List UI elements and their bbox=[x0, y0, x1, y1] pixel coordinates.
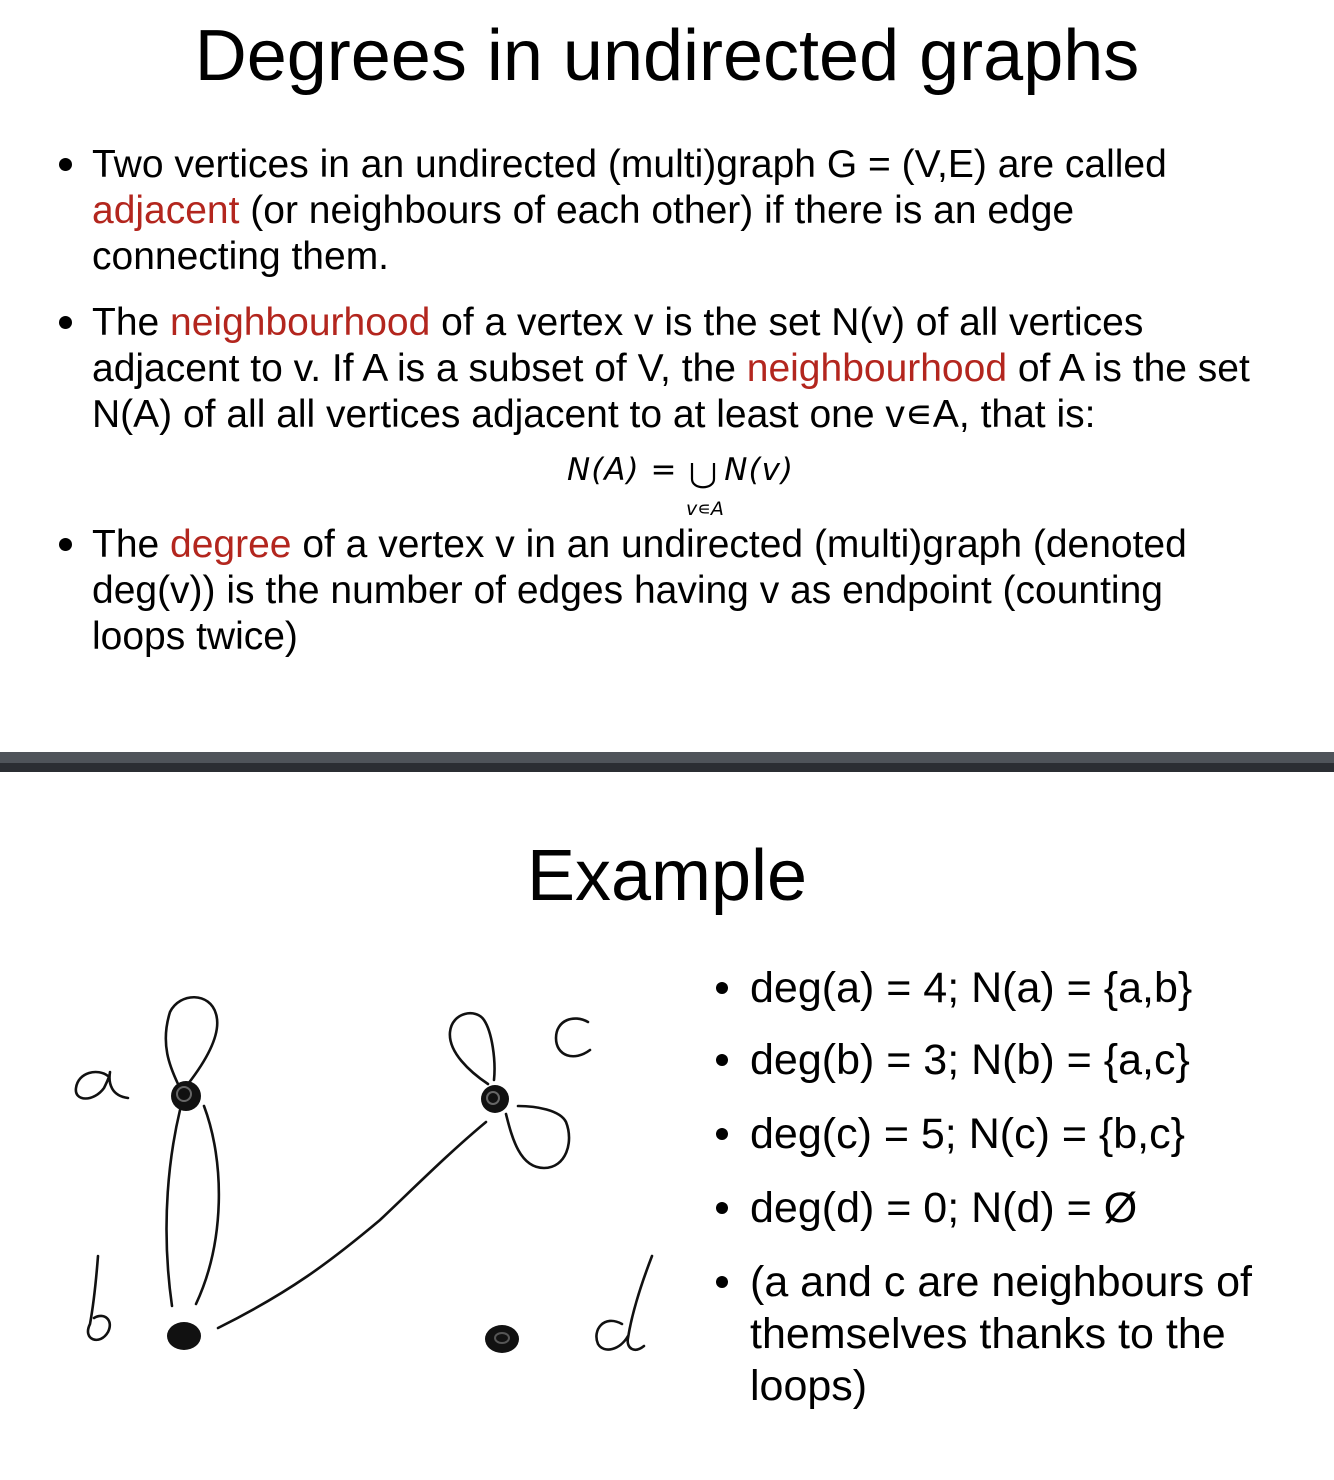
formula-lhs: N(A) = bbox=[567, 452, 689, 488]
neighbourhood-formula bbox=[567, 452, 794, 488]
edge-a-b-2 bbox=[196, 1106, 219, 1304]
list-item: (a and c are neighbours of bbox=[750, 1258, 1252, 1306]
bullet-dot bbox=[716, 982, 728, 994]
bullet-text: adjacent to v. If A is a subset of V, the bbox=[92, 347, 747, 390]
bullet-text: of a vertex v is the set N(v) of all vertices bbox=[430, 301, 1144, 344]
bullet-line: connecting them. bbox=[92, 235, 390, 278]
label-b bbox=[88, 1256, 110, 1340]
slide-example bbox=[0, 772, 1334, 1480]
vertex-c bbox=[481, 1085, 509, 1113]
list-item-continuation: themselves thanks to the bbox=[750, 1310, 1226, 1358]
bullet-dot bbox=[59, 316, 72, 329]
bullet-dot bbox=[716, 1128, 728, 1140]
bullet-text: The bbox=[92, 523, 171, 566]
bullet-dot bbox=[716, 1202, 728, 1214]
label-a bbox=[76, 1072, 128, 1099]
loop-c-1 bbox=[450, 1013, 495, 1084]
big-union-icon bbox=[689, 462, 717, 492]
bullet-dot bbox=[59, 158, 72, 171]
term-degree: degree bbox=[170, 523, 292, 566]
bullet-line: deg(v)) is the number of edges having v as endpoint (counting bbox=[92, 569, 1163, 612]
bullet-line bbox=[92, 522, 1187, 568]
bullet-text: The bbox=[92, 301, 171, 344]
term-neighbourhood: neighbourhood bbox=[170, 301, 431, 344]
slide-title: Degrees in undirected graphs bbox=[194, 16, 1140, 96]
label-d bbox=[596, 1256, 652, 1350]
bullet-text: of A is the set bbox=[1007, 347, 1250, 390]
formula-rhs: N(v) bbox=[724, 452, 795, 488]
slide-title: Example bbox=[526, 836, 808, 916]
bullet-dot bbox=[716, 1276, 728, 1288]
term-adjacent: adjacent bbox=[92, 189, 240, 232]
term-neighbourhood: neighbourhood bbox=[746, 347, 1008, 390]
list-item: deg(c) = 5; N(c) = {b,c} bbox=[750, 1110, 1185, 1158]
list-item: deg(a) = 4; N(a) = {a,b} bbox=[750, 964, 1193, 1012]
loop-c-2 bbox=[506, 1106, 569, 1168]
slide-divider bbox=[0, 752, 1334, 772]
vertex-a bbox=[171, 1081, 201, 1111]
bullet-line bbox=[92, 188, 1167, 234]
bullet-line: loops twice) bbox=[92, 615, 298, 658]
bullet-dot bbox=[716, 1054, 728, 1066]
bullet-dot bbox=[59, 538, 72, 551]
bullet-line: Two vertices in an undirected (multi)graph G = (V,E) are called bbox=[92, 143, 1167, 186]
bullet-neighbourhood bbox=[92, 300, 1250, 438]
bullet-adjacent bbox=[92, 142, 1167, 280]
formula-subscript: v∊A bbox=[686, 498, 724, 520]
label-c bbox=[556, 1019, 590, 1057]
list-item-continuation: loops) bbox=[750, 1362, 868, 1410]
loop-a bbox=[166, 997, 217, 1084]
vertex-b bbox=[167, 1322, 201, 1350]
bullet-text: of a vertex v in an undirected (multi)graph (denoted bbox=[291, 523, 1187, 566]
bullet-degree bbox=[92, 522, 1187, 660]
vertex-d bbox=[485, 1325, 519, 1353]
graph-drawing bbox=[0, 972, 680, 1432]
list-item: deg(d) = 0; N(d) = Ø bbox=[750, 1184, 1138, 1232]
edge-a-b-1 bbox=[167, 1110, 180, 1306]
bullet-line bbox=[92, 346, 1250, 392]
bullet-text: (or neighbours of each other) if there is an edge bbox=[239, 189, 1075, 232]
list-item: deg(b) = 3; N(b) = {a,c} bbox=[750, 1036, 1190, 1084]
edge-b-c bbox=[218, 1122, 486, 1328]
bullet-line bbox=[92, 300, 1250, 346]
bullet-line: N(A) of all all vertices adjacent to at least one v∊A, that is: bbox=[92, 393, 1096, 436]
